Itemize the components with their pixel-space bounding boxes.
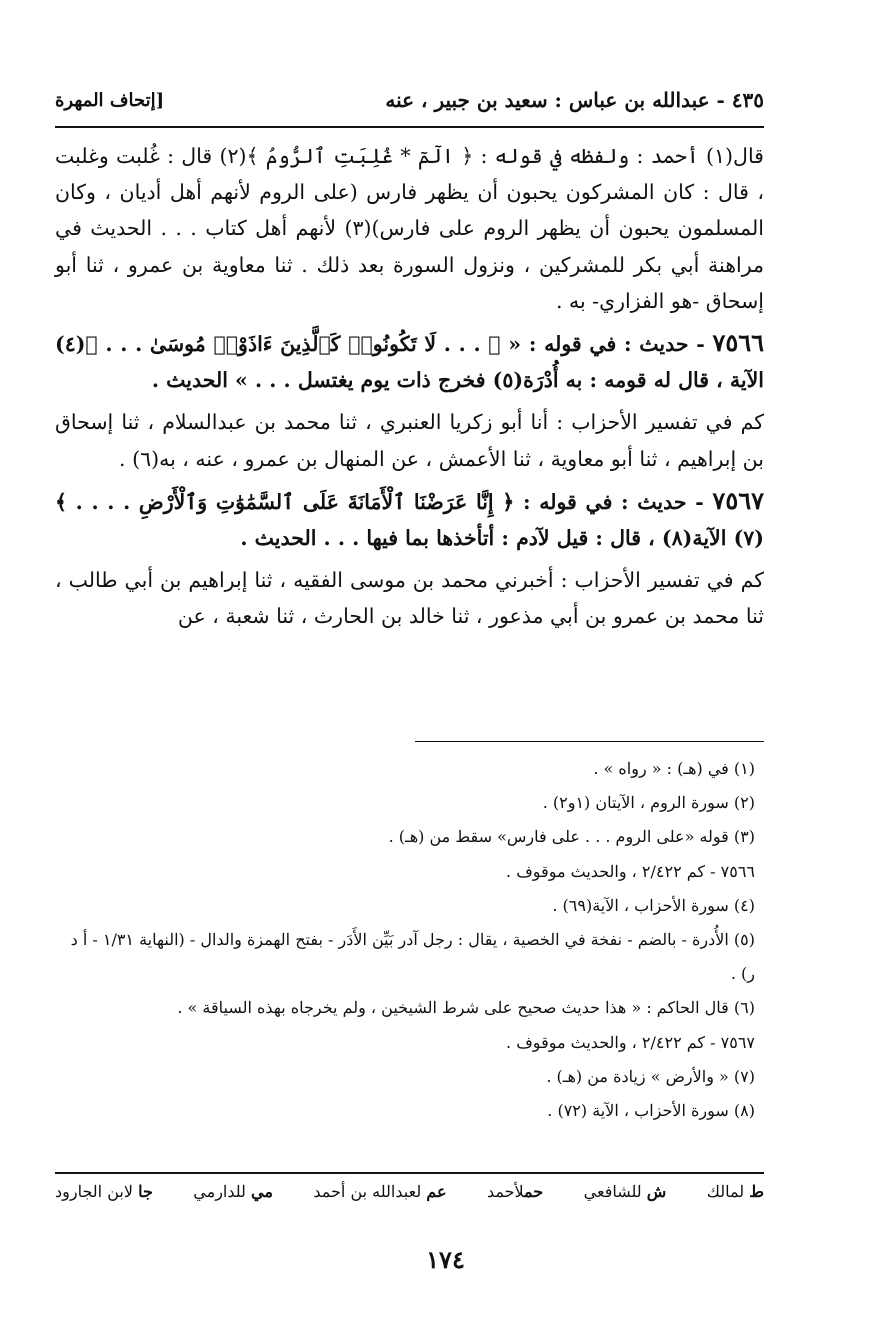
siglum: ط لمالك	[706, 1182, 764, 1201]
main-text	[55, 138, 764, 641]
hadith-number: ٧٥٦٧	[712, 485, 764, 515]
hadith-7566-source: كم في تفسير الأحزاب : أنا أبو زكريا العنبري ، ثنا محمد بن عبدالسلام ، ثنا إسحاق بن إبراهيم ، ثنا أبو معاوية ، ثنا الأعمش ، عن المنهال بن عمرو ، عنه ، به(٦) .	[55, 410, 764, 471]
paragraph-intro: قال(١) أحمد : ولفظه في قوله : ﴿ الٓمٓ * غُلِبَتِ ٱلرُّومُ ﴾(٢) قال : غُلبت وغلبت ، قال : كان المشركون يحبون أن يظهر فارس (على الروم لأنهم أهل أديان ، وكان المسلمون يحبون أن يظهر الروم على فارس)(٣) لأنهم أهل كتاب . . . الحديث في مراهنة أبي بكر للمشركين ، ونزول السورة بعد ذلك . ثنا معاوية بن عمرو ، ثنا أبو إسحاق -هو الفزاري- به .	[55, 144, 764, 313]
footnote: (٧) « والأرض » زيادة من (هـ) .	[546, 1066, 755, 1086]
footnote: (٨) سورة الأحزاب ، الآية (٧٢) .	[547, 1101, 755, 1121]
siglum: ش للشافعي	[583, 1182, 667, 1201]
hadith-7566	[55, 325, 764, 398]
footnote: (٥) الأُدرة - بالضم - نفخة في الخصية ، يقال : رجل آدر بَيِّن الأَدَر - بفتح الهمزة والدال - (النهاية ١/٣١ - أ د ر) .	[70, 930, 755, 984]
footnote: (٤) سورة الأحزاب ، الآية(٦٩) .	[552, 895, 755, 915]
footnote: ٧٥٦٦ - كم ٢/٤٢٢ ، والحديث موقوف .	[506, 861, 755, 881]
book-title: [إتحاف المهرة	[55, 89, 165, 111]
siglum: حملأحمد	[486, 1182, 544, 1201]
hadith-7567-source: كم في تفسير الأحزاب : أخبرني محمد بن موسى الفقيه ، ثنا إبراهيم بن أبي طالب ، ثنا محمد بن عمرو بن أبي مذعور ، ثنا خالد بن الحارث ، ثنا شعبة ، عن	[55, 568, 764, 629]
running-title: ٤٣٥ - عبدالله بن عباس : سعيد بن جبير ، عنه	[385, 88, 764, 112]
hadith-text: - حديث : في قوله : « ﴿ . . . لَا تَكُونُوا۟ كَٱلَّذِينَ ءَاذَوْا۟ مُوسَىٰ . . . ﴾(٤) الآية ، قال له قومه : به أُدْرَة(٥) فخرج ذات يوم يغتسل . . . » الحديث .	[55, 332, 764, 393]
footnote: ٧٥٦٧ - كم ٢/٤٢٢ ، والحديث موقوف .	[506, 1032, 755, 1052]
sigla-legend	[55, 1182, 764, 1201]
header-rule	[55, 126, 764, 128]
siglum: عم لعبدالله بن أحمد	[313, 1182, 447, 1201]
sigla-rule	[55, 1172, 764, 1174]
footnote: (٢) سورة الروم ، الآيتان (١و٢) .	[542, 793, 755, 813]
hadith-text: - حديث : في قوله : ﴿ إِنَّا عَرَضْنَا ٱلْأَمَانَةَ عَلَى ٱلسَّمَٰوَٰتِ وَٱلْأَرْضِ . . . . ﴾(٧) الآية(٨) ، قال : قيل لآدم : أتأخذها بما فيها . . . الحديث .	[55, 489, 764, 551]
footnote: (١) في (هـ) : « رواه » .	[593, 759, 755, 778]
footnote: (٦) قال الحاكم : « هذا حديث صحيح على شرط الشيخين ، ولم يخرجاه بهذه السياقة » .	[177, 998, 755, 1018]
hadith-number: ٧٥٦٦	[712, 328, 764, 358]
footnote: (٣) قوله «على الروم . . . على فارس» سقط من (هـ) .	[388, 827, 755, 847]
page-header	[55, 80, 764, 120]
siglum: مي للدارمي	[193, 1182, 273, 1201]
footnote-separator	[415, 741, 764, 742]
page-number: ١٧٤	[426, 1245, 465, 1274]
footnotes	[55, 752, 755, 1128]
hadith-7567	[55, 483, 764, 556]
siglum: جا لابن الجارود	[55, 1182, 153, 1201]
